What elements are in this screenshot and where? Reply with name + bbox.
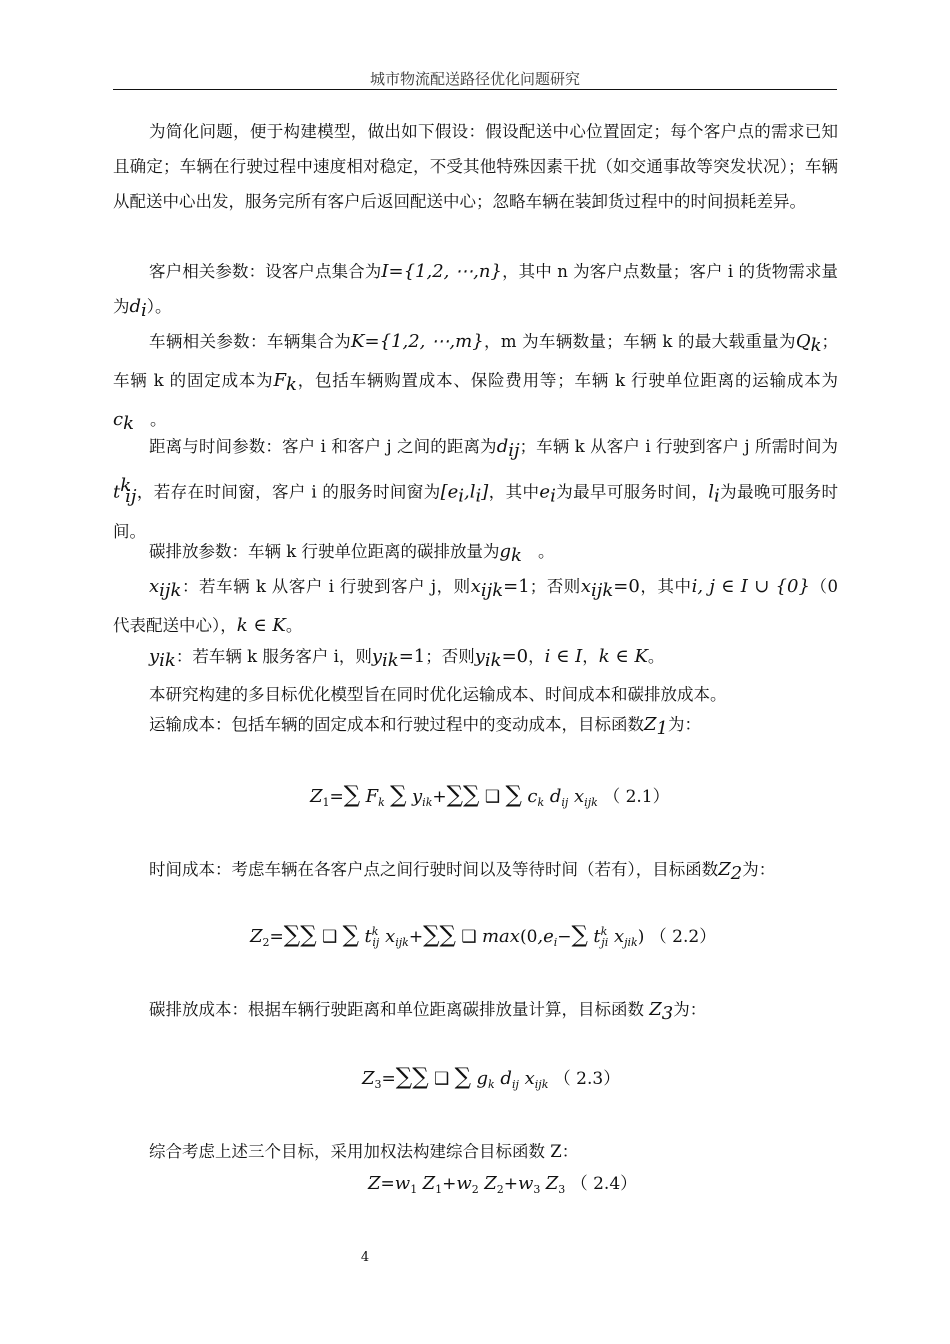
time-cost-paragraph: 时间成本：考虑车辆在各客户点之间行驶时间以及等待时间（若有），目标函数$Z_2$为： bbox=[149, 859, 776, 884]
vehicle-params-paragraph: 车辆相关参数：车辆集合为K={1,2, ⋯,m}，m 为车辆数量；车辆 k 的最大载重量为$Q_k$；车辆 k 的固定成本为$F_k$，包括车辆购置成本、保险费用等；车辆 k 行驶单位距离的运输成本为$c_k$ 。 bbox=[113, 331, 838, 434]
x-definition-paragraph: $x_{ijk}$：若车辆 k 从客户 i 行驶到客户 j，则$x_{ijk}=1$；否则$x_{ijk}=0$，其中i, j ∈ I ∪ {0}（0 代表配送中心），k ∈ K。 bbox=[113, 576, 839, 636]
equation-label: （ 2.2） bbox=[649, 927, 717, 947]
header-rule bbox=[113, 89, 837, 90]
equation-label: （ 2.1） bbox=[603, 787, 670, 807]
combined-objective-paragraph: 综合考虑上述三个目标，采用加权法构建综合目标函数 Z： bbox=[149, 1142, 579, 1161]
distance-params-paragraph: 距离与时间参数：客户 i 和客户 j 之间的距离为$d_{ij}$；车辆 k 从客户 i 行驶到客户 j 所需时间为$t^k_{ij}$，若存在时间窗，客户 i 的服务时间窗为$[e_i,l_i]$，其中$e_i$为最早可服务时间，$l_i$为最晚可服务时间。 bbox=[113, 436, 839, 541]
equation-2-2: $Z_2=\sum\sum$ ❑ ∑ $t^k_{ij}$ $x_{ijk}+\sum\sum$ ❑ $\max(0,e_i-\sum$ $t^k_{ji}$ $x_{jik}$) （ 2.2） bbox=[250, 922, 717, 949]
model-intro-paragraph: 本研究构建的多目标优化模型旨在同时优化运输成本、时间成本和碳排放成本。 bbox=[149, 685, 727, 704]
max-function: max bbox=[481, 926, 520, 947]
equation-2-3: $Z_3=\sum\sum$ ❑ ∑ $g_k$ $d_{ij}$ $x_{ijk}$ （ 2.3） bbox=[362, 1064, 621, 1091]
y-definition-paragraph: $y_{ik}$：若车辆 k 服务客户 i，则$y_{ik}=1$；否则$y_{ik}=0$，i ∈ I，k ∈ K。 bbox=[149, 646, 665, 671]
page-number: 4 bbox=[360, 1250, 370, 1265]
carbon-params-paragraph: 碳排放参数：车辆 k 行驶单位距离的碳排放量为$g_k$ 。 bbox=[149, 541, 555, 566]
carbon-cost-paragraph: 碳排放成本：根据车辆行驶距离和单位距离碳排放量计算，目标函数 $Z_3$为： bbox=[149, 999, 707, 1024]
equation-2-4: $Z=w_1$ $Z_1+w_2$ $Z_2+w_3$ $Z_3$ （ 2.4） bbox=[368, 1173, 638, 1196]
equation-label: （ 2.4） bbox=[570, 1174, 638, 1194]
transport-cost-paragraph: 运输成本：包括车辆的固定成本和行驶过程中的变动成本，目标函数$Z_1$为： bbox=[149, 714, 701, 739]
assumptions-paragraph: 为简化问题，便于构建模型，做出如下假设：假设配送中心位置固定；每个客户点的需求已知且确定；车辆在行驶过程中速度相对稳定，不受其他特殊因素干扰（如交通事故等突发状况）；车辆从配送中心出发，服务完所有客户后返回配送中心；忽略车辆在装卸货过程中的时间损耗差异。 bbox=[113, 122, 838, 211]
customer-params-paragraph: 客户相关参数：设客户点集合为I={1,2, ⋯,n}，其中 n 为客户点数量；客户 i 的货物需求量为$d_i$）。 bbox=[113, 261, 839, 321]
header-title: 城市物流配送路径优化问题研究 bbox=[369, 70, 580, 88]
equation-label: （ 2.3） bbox=[553, 1069, 621, 1089]
equation-2-1: $Z_1=\sum$ $F_k$ ∑ $y_{ik}+\sum\sum$ ❑ ∑ $c_k$ $d_{ij}$ $x_{ijk}$ （ 2.1） bbox=[310, 782, 670, 809]
